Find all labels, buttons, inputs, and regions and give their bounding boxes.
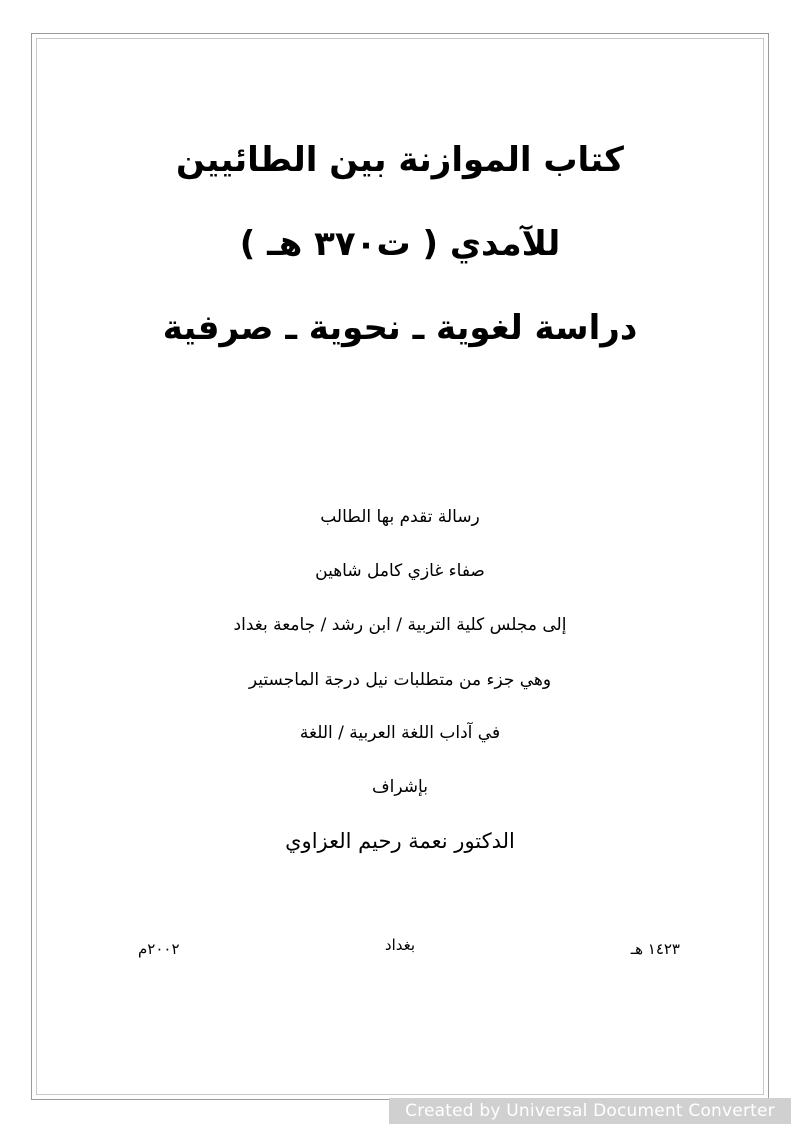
student-name: صفاء غازي كامل شاهين [315,561,485,581]
title-line-2: للآمدي ( ت٣٧٠ هـ ) [239,224,561,264]
city: بغداد [384,936,416,954]
submitted-by-label: رسالة تقدم بها الطالب [320,507,480,527]
field-of-study: في آداب اللغة العربية / اللغة [299,723,501,743]
title-line-1: كتاب الموازنة بين الطائيين [176,140,624,180]
supervision-label: بإشراف [372,777,428,797]
converter-watermark: Created by Universal Document Converter [389,1098,791,1124]
title-line-3: دراسة لغوية ـ نحوية ـ صرفية [162,308,638,348]
hijri-year: ١٤٢٣ هـ [630,940,680,958]
submitted-to: إلى مجلس كلية التربية / ابن رشد / جامعة بغداد [233,615,567,635]
gregorian-year: ٢٠٠٢م [138,940,180,958]
degree-requirement: وهي جزء من متطلبات نيل درجة الماجستير [248,670,552,690]
supervisor-name: الدكتور نعمة رحيم العزاوي [285,829,515,853]
